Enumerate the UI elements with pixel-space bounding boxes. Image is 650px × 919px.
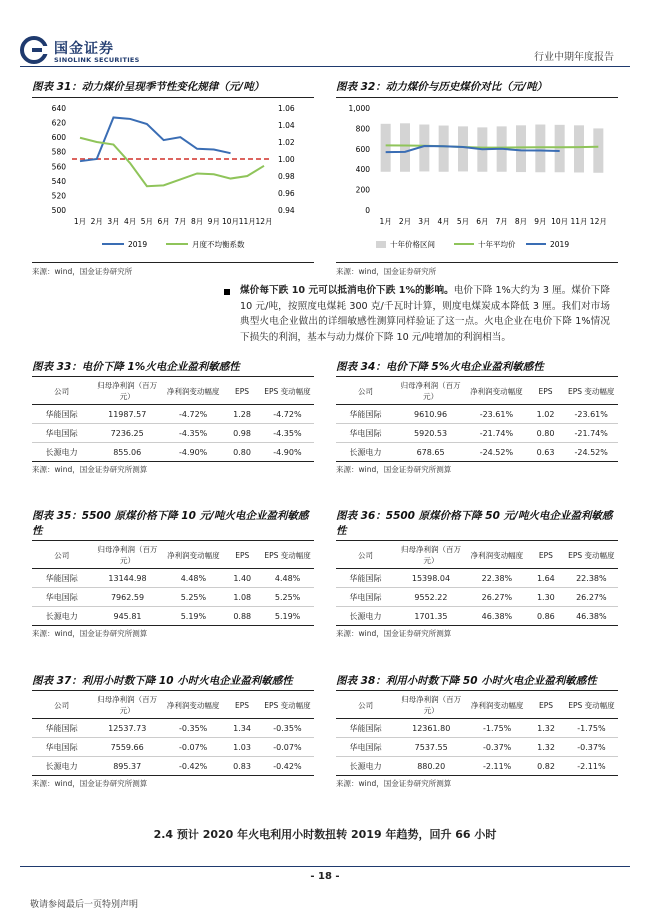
table-row	[32, 738, 314, 757]
right-tick-label: 1.06	[278, 104, 295, 113]
table35	[32, 542, 314, 626]
table-cell: 0.82	[527, 757, 565, 776]
table-header-cell: EPS 变动幅度	[261, 692, 314, 719]
table-header-cell: 公司	[336, 378, 395, 405]
series-line-0	[80, 117, 231, 161]
table-header-cell: EPS	[527, 378, 565, 405]
table-header-cell: EPS 变动幅度	[565, 542, 618, 569]
table-cell: 11987.57	[91, 405, 163, 424]
right-tick-label: 0.96	[278, 189, 295, 198]
table-header-cell: EPS 变动幅度	[261, 378, 314, 405]
table-cell: -4.90%	[261, 443, 314, 462]
table-rule	[336, 376, 618, 377]
table-header-cell: 净利润变动幅度	[467, 542, 527, 569]
table-row	[32, 719, 314, 738]
right-tick-label: 0.94	[278, 206, 295, 215]
y-tick-label: 1,000	[348, 104, 370, 113]
table-cell: 4.48%	[163, 569, 223, 588]
left-tick-label: 600	[51, 133, 66, 143]
table-cell: 0.80	[527, 424, 565, 443]
right-tick-label: 1.04	[278, 121, 295, 130]
table-cell: 0.98	[223, 424, 261, 443]
table-header-cell: 公司	[336, 542, 395, 569]
table-header-cell: EPS 变动幅度	[565, 692, 618, 719]
range-bar	[574, 125, 584, 172]
table-cell: 22.38%	[565, 569, 618, 588]
table-cell: 0.80	[223, 443, 261, 462]
table-header-cell: 净利润变动幅度	[163, 692, 223, 719]
body-paragraph	[240, 283, 610, 345]
left-tick-label: 580	[51, 147, 66, 157]
x-tick-label: 6月	[476, 217, 489, 226]
table-cell: -0.07%	[163, 738, 223, 757]
table-cell: 26.27%	[467, 588, 527, 607]
fig31-source: 来源：wind，国金证券研究所	[32, 267, 133, 276]
fig32-rule	[336, 97, 618, 98]
x-tick-label: 1月	[379, 217, 392, 226]
x-tick-label: 3月	[418, 217, 431, 226]
table-cell: 1.28	[223, 405, 261, 424]
legend-label: 十年平均价	[478, 240, 516, 249]
table-header-cell: 净利润变动幅度	[466, 378, 527, 405]
table-cell: -2.11%	[467, 757, 527, 776]
table-header-cell: 净利润变动幅度	[163, 378, 223, 405]
table-cell: -1.75%	[565, 719, 618, 738]
table-cell: 华电国际	[336, 424, 395, 443]
y-tick-label: 400	[355, 165, 370, 175]
table-cell: 1701.35	[395, 607, 467, 626]
table-cell: 855.06	[91, 443, 163, 462]
table-cell: 9552.22	[395, 588, 467, 607]
table-cell: -1.75%	[467, 719, 527, 738]
x-tick-label: 12月	[589, 217, 607, 226]
left-tick-label: 500	[51, 206, 66, 215]
table-cell: 华能国际	[336, 719, 395, 738]
series-line-1	[80, 138, 264, 186]
table-cell: -4.72%	[261, 405, 314, 424]
table36	[336, 542, 618, 626]
table-header-cell: 归母净利润（百万元）	[395, 378, 466, 405]
table-cell: 46.38%	[565, 607, 618, 626]
table-cell: 华电国际	[32, 424, 91, 443]
table-row	[336, 569, 618, 588]
table-cell: 长源电力	[32, 757, 91, 776]
x-tick-label: 8月	[514, 217, 528, 226]
table-row	[336, 588, 618, 607]
left-tick-label: 560	[51, 162, 66, 172]
x-tick-label: 5月	[140, 217, 154, 226]
table-cell: 0.86	[527, 607, 565, 626]
x-tick-label: 6月	[157, 217, 170, 226]
table-cell: 华能国际	[32, 405, 91, 424]
table-row	[32, 607, 314, 626]
fig31-rule-bottom	[32, 262, 314, 263]
table-cell: -4.35%	[163, 424, 223, 443]
table-cell: 7236.25	[91, 424, 163, 443]
table-cell: 9610.96	[395, 405, 466, 424]
table38-source: 来源：wind，国金证券研究所测算	[336, 779, 452, 788]
legend-label: 月度不均衡系数	[192, 240, 245, 249]
x-tick-label: 7月	[174, 217, 187, 226]
footer-disclaimer: 敬请参阅最后一页特别声明	[30, 900, 139, 910]
x-tick-label: 11月	[570, 217, 588, 226]
table-cell: 1.64	[527, 569, 565, 588]
table-cell: 华电国际	[336, 588, 395, 607]
table-cell: -0.07%	[261, 738, 314, 757]
table-cell: 1.40	[223, 569, 261, 588]
table-header-cell: 公司	[336, 692, 395, 719]
table-cell: -0.37%	[565, 738, 618, 757]
table-header-cell: EPS 变动幅度	[564, 378, 618, 405]
page-number: - 18 -	[310, 871, 340, 882]
table-cell: 华电国际	[32, 588, 92, 607]
table-cell: 华能国际	[336, 569, 395, 588]
footer-divider	[20, 866, 630, 867]
table-header-cell: 归母净利润（百万元）	[395, 692, 467, 719]
table-cell: 1.02	[527, 405, 565, 424]
table-row	[32, 424, 314, 443]
table-cell: 0.88	[223, 607, 261, 626]
left-tick-label: 520	[51, 191, 66, 201]
table-cell: -24.52%	[564, 443, 618, 462]
table-rule	[336, 540, 618, 541]
table-header-cell: EPS	[223, 378, 261, 405]
table-row	[32, 443, 314, 462]
table-cell: 华能国际	[32, 719, 91, 738]
table-row	[336, 443, 618, 462]
table-cell: 678.65	[395, 443, 466, 462]
x-tick-label: 3月	[107, 217, 120, 226]
table-header-cell: EPS	[527, 692, 565, 719]
table33-source: 来源：wind，国金证券研究所测算	[32, 465, 148, 474]
table-header-cell: 归母净利润（百万元）	[91, 378, 163, 405]
table-cell: 7559.66	[91, 738, 163, 757]
range-bar	[593, 128, 603, 172]
table-cell: 5.25%	[163, 588, 223, 607]
table-cell: 5.19%	[261, 607, 314, 626]
table35-title: 图表 35：5500 原煤价格下降 10 元/吨火电企业盈利敏感性	[32, 510, 309, 537]
table-cell: 长源电力	[336, 443, 395, 462]
table37-source: 来源：wind，国金证券研究所测算	[32, 779, 148, 788]
right-tick-label: 1.02	[278, 138, 295, 147]
range-bar	[400, 123, 410, 171]
x-tick-label: 11月	[238, 217, 256, 226]
table-cell: -4.35%	[261, 424, 314, 443]
table-cell: 7962.59	[92, 588, 164, 607]
range-bar	[535, 125, 545, 173]
table-cell: 7537.55	[395, 738, 467, 757]
table-cell: 长源电力	[336, 607, 395, 626]
y-tick-label: 600	[355, 144, 370, 154]
x-tick-label: 9月	[534, 217, 547, 226]
table-cell: 1.30	[527, 588, 565, 607]
table-cell: -0.35%	[163, 719, 223, 738]
table-cell: 46.38%	[467, 607, 527, 626]
range-bar	[439, 126, 449, 172]
table-row	[336, 424, 618, 443]
range-bar	[516, 125, 526, 172]
table-row	[32, 757, 314, 776]
table-cell: 945.81	[92, 607, 164, 626]
table-cell: 华能国际	[336, 405, 395, 424]
table-rule	[32, 540, 314, 541]
x-tick-label: 4月	[437, 217, 450, 226]
table-cell: 895.37	[91, 757, 163, 776]
table-header-cell: 公司	[32, 542, 92, 569]
table-cell: 5920.53	[395, 424, 466, 443]
table-header-cell: 归母净利润（百万元）	[91, 692, 163, 719]
fig32-chart	[336, 100, 618, 260]
section-heading: 2.4 预计 2020 年火电利用小时数扭转 2019 年趋势，回升 66 小时	[153, 828, 497, 841]
table-cell: 26.27%	[565, 588, 618, 607]
table-cell: 880.20	[395, 757, 467, 776]
legend-label: 2019	[550, 240, 570, 249]
table-cell: 15398.04	[395, 569, 467, 588]
fig31-title: 图表 31：动力煤价呈现季节性变化规律（元/吨）	[32, 81, 265, 93]
table34	[336, 378, 618, 462]
legend-label: 2019	[128, 240, 148, 249]
table-cell: 22.38%	[467, 569, 527, 588]
table-header-cell: 净利润变动幅度	[467, 692, 527, 719]
table-cell: 1.03	[223, 738, 261, 757]
table-cell: -23.61%	[466, 405, 527, 424]
table34-title: 图表 34：电价下降 5%火电企业盈利敏感性	[336, 361, 544, 373]
y-tick-label: 200	[355, 185, 370, 195]
bullet-icon	[224, 289, 230, 295]
x-tick-label: 8月	[190, 217, 204, 226]
x-tick-label: 2月	[398, 217, 412, 226]
table-cell: -23.61%	[564, 405, 618, 424]
table38-title: 图表 38：利用小时数下降 50 小时火电企业盈利敏感性	[336, 675, 597, 687]
table-header-cell: EPS	[223, 542, 261, 569]
x-tick-label: 9月	[207, 217, 220, 226]
table-header-cell: 公司	[32, 378, 91, 405]
table-cell: -4.72%	[163, 405, 223, 424]
table-row	[336, 738, 618, 757]
table-header-cell: 公司	[32, 692, 91, 719]
right-tick-label: 1.00	[278, 155, 295, 164]
table35-source: 来源：wind，国金证券研究所测算	[32, 629, 148, 638]
table-cell: 华电国际	[32, 738, 91, 757]
table36-source: 来源：wind，国金证券研究所测算	[336, 629, 452, 638]
table36-title: 图表 36：5500 原煤价格下降 50 元/吨火电企业盈利敏感性	[336, 510, 613, 537]
table-cell: 长源电力	[32, 607, 92, 626]
table-header-cell: EPS	[527, 542, 565, 569]
table-cell: 12537.73	[91, 719, 163, 738]
table-header-cell: 归母净利润（百万元）	[395, 542, 467, 569]
report-type: 行业中期年度报告	[534, 52, 614, 63]
right-tick-label: 0.98	[278, 172, 295, 181]
table34-source: 来源：wind，国金证券研究所测算	[336, 465, 452, 474]
left-tick-label: 540	[51, 176, 66, 186]
x-tick-label: 2月	[90, 217, 103, 226]
fig31-chart	[32, 100, 314, 260]
table-rule	[336, 690, 618, 691]
table-cell: -0.37%	[467, 738, 527, 757]
x-tick-label: 10月	[222, 217, 240, 226]
table38	[336, 692, 618, 776]
brand-name-cn: 国金证券	[54, 41, 114, 57]
table-row	[336, 757, 618, 776]
x-tick-label: 7月	[495, 217, 508, 226]
table-cell: 长源电力	[32, 443, 91, 462]
table-cell: 1.08	[223, 588, 261, 607]
range-bar	[458, 126, 468, 171]
fig31-rule	[32, 97, 314, 98]
table-header-cell: 归母净利润（百万元）	[92, 542, 164, 569]
fig32-source: 来源：wind，国金证券研究所	[336, 267, 437, 276]
table-cell: 1.32	[527, 738, 565, 757]
table-cell: 0.63	[527, 443, 565, 462]
left-tick-label: 620	[51, 118, 66, 128]
table-row	[336, 607, 618, 626]
fig32-rule-bottom	[336, 262, 618, 263]
table-cell: 1.32	[527, 719, 565, 738]
table-row	[32, 569, 314, 588]
range-bar	[555, 125, 565, 172]
table-cell: 0.83	[223, 757, 261, 776]
table-cell: 华电国际	[336, 738, 395, 757]
x-tick-label: 1月	[73, 217, 87, 226]
table-cell: -0.42%	[261, 757, 314, 776]
table-rule	[32, 690, 314, 691]
table-header-cell: EPS 变动幅度	[261, 542, 314, 569]
table-cell: 12361.80	[395, 719, 467, 738]
table37-title: 图表 37：利用小时数下降 10 小时火电企业盈利敏感性	[32, 675, 293, 687]
table-header-cell: EPS	[223, 692, 261, 719]
brand-logo-icon	[20, 36, 48, 64]
range-bar	[381, 124, 391, 172]
paragraph-lead: 煤价每下跌 10 元可以抵消电价下跌 1%的影响。	[240, 285, 454, 296]
legend-label: 十年价格区间	[390, 240, 435, 249]
table-cell: -24.52%	[466, 443, 527, 462]
table-cell: 4.48%	[261, 569, 314, 588]
table-cell: 5.19%	[163, 607, 223, 626]
table-cell: -0.42%	[163, 757, 223, 776]
fig32-title: 图表 32：动力煤价与历史煤价对比（元/吨）	[336, 81, 548, 93]
legend-swatch-range	[376, 241, 386, 248]
table-row	[336, 719, 618, 738]
table-cell: -21.74%	[564, 424, 618, 443]
paragraph-text: 电价下降 1%大约为 3 厘。煤价下降 10 元/吨，按照度电煤耗 300 克/千瓦时计算，则度电煤炭成本降低 3 厘。我们对市场典型火电企业做出的详细敏感性测算同样验证了这一点。火电企业在电价下降 1%情况下损失的利润，基本与动力煤价下降 10 元/吨增加的利润相当。	[240, 285, 610, 343]
x-tick-label: 5月	[456, 217, 470, 226]
table33-title: 图表 33：电价下降 1%火电企业盈利敏感性	[32, 361, 240, 373]
table-row	[32, 588, 314, 607]
left-tick-label: 640	[51, 104, 66, 113]
table37	[32, 692, 314, 776]
table-row	[336, 405, 618, 424]
table-header-cell: 净利润变动幅度	[163, 542, 223, 569]
brand-name-en: SINOLINK SECURITIES	[54, 56, 140, 64]
table-cell: -2.11%	[565, 757, 618, 776]
header-divider	[20, 66, 630, 67]
table33	[32, 378, 314, 462]
x-tick-label: 4月	[124, 217, 137, 226]
y-tick-label: 0	[365, 206, 370, 215]
y-tick-label: 800	[355, 124, 370, 134]
x-tick-label: 12月	[255, 217, 273, 226]
table-cell: 华能国际	[32, 569, 92, 588]
table-cell: -4.90%	[163, 443, 223, 462]
table-cell: 13144.98	[92, 569, 164, 588]
table-row	[32, 405, 314, 424]
table-cell: 长源电力	[336, 757, 395, 776]
x-tick-label: 10月	[551, 217, 569, 226]
table-cell: 1.34	[223, 719, 261, 738]
table-rule	[32, 376, 314, 377]
table-cell: -0.35%	[261, 719, 314, 738]
table-cell: 5.25%	[261, 588, 314, 607]
table-cell: -21.74%	[466, 424, 527, 443]
